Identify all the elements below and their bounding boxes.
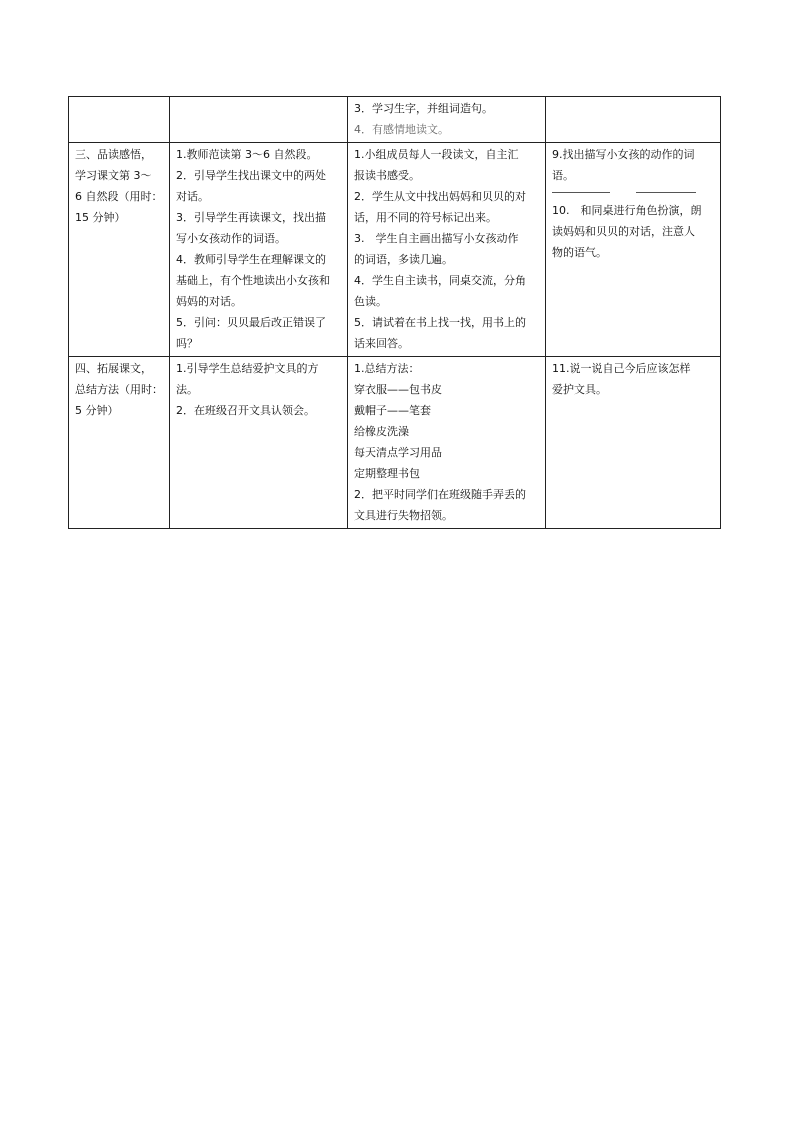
text-line: 15 分钟） [75, 211, 126, 224]
text-line: 5 分钟） [75, 404, 119, 417]
stage-cell [69, 143, 170, 357]
text-line: 9.找出描写小女孩的动作的词 [552, 148, 695, 161]
task-cell [546, 357, 721, 529]
text-line: 吗？ [176, 337, 198, 350]
fill-in-blank-lines [552, 186, 714, 200]
stage-cell [69, 97, 170, 143]
text-line: 1.教师范读第 3～6 自然段。 [176, 148, 318, 161]
text-line: 3. 学生自主画出描写小女孩动作 [354, 232, 519, 245]
text-line: 四、拓展课文， [75, 362, 152, 375]
teacher-activity-cell [170, 143, 348, 357]
text-line: 读妈妈和贝贝的对话，注意人 [552, 225, 695, 238]
task-cell [546, 97, 721, 143]
text-line: 2．引导学生找出课文中的两处 [176, 169, 326, 182]
text-line: 3．学习生字，并组词造句。 [354, 102, 493, 115]
text-line: 三、品读感悟， [75, 148, 152, 161]
text-line: 4．教师引导学生在理解课文的 [176, 253, 326, 266]
text-line: 每天清点学习用品 [354, 446, 442, 459]
text-line: 报读书感受。 [354, 169, 420, 182]
text-line: 学习课文第 3～ [75, 169, 152, 182]
text-line: 6 自然段（用时： [75, 190, 163, 203]
text-line: 定期整理书包 [354, 467, 420, 480]
text-line: 话，用不同的符号标记出来。 [354, 211, 497, 224]
text-line: 戴帽子——笔套 [354, 404, 431, 417]
text-line: 4．学生自主读书，同桌交流，分角 [354, 274, 526, 287]
text-line: 5．引问：贝贝最后改正错误了 [176, 316, 326, 329]
text-line: 10. 和同桌进行角色扮演，朗 [552, 204, 702, 217]
text-line: 1.小组成员每人一段读文，自主汇 [354, 148, 519, 161]
teacher-activity-cell [170, 97, 348, 143]
task-cell [546, 143, 721, 357]
table-row [69, 143, 721, 357]
lesson-plan-table [68, 96, 721, 529]
text-line: 2．在班级召开文具认领会。 [176, 404, 315, 417]
text-line: 对话。 [176, 190, 209, 203]
text-line: 5．请试着在书上找一找，用书上的 [354, 316, 526, 329]
text-line: 色读。 [354, 295, 387, 308]
text-line: 给橡皮洗澡 [354, 425, 409, 438]
table-row [69, 357, 721, 529]
text-line: 法。 [176, 383, 198, 396]
student-activity-cell [348, 97, 546, 143]
text-line: 2．学生从文中找出妈妈和贝贝的对 [354, 190, 526, 203]
text-line: 物的语气。 [552, 246, 607, 259]
text-line: 文具进行失物招领。 [354, 509, 453, 522]
text-line: 1.总结方法： [354, 362, 420, 375]
stage-cell [69, 357, 170, 529]
text-line: 3．引导学生再读课文，找出描 [176, 211, 326, 224]
student-activity-cell [348, 357, 546, 529]
table-row [69, 97, 721, 143]
text-line: 爱护文具。 [552, 383, 607, 396]
text-line: 妈妈的对话。 [176, 295, 242, 308]
text-line: 4．有感情地读文。 [354, 123, 449, 136]
teacher-activity-cell [170, 357, 348, 529]
text-line: 写小女孩动作的词语。 [176, 232, 286, 245]
text-line: 的词语，多读几遍。 [354, 253, 453, 266]
text-line: 语。 [552, 169, 574, 182]
text-line: 11.说一说自己今后应该怎样 [552, 362, 691, 375]
text-line: 2．把平时同学们在班级随手弄丢的 [354, 488, 526, 501]
text-line: 总结方法（用时： [75, 383, 163, 396]
student-activity-cell [348, 143, 546, 357]
blank-line [636, 192, 696, 193]
text-line: 基础上，有个性地读出小女孩和 [176, 274, 330, 287]
text-line: 穿衣服——包书皮 [354, 383, 442, 396]
blank-line [552, 192, 610, 193]
text-line: 1.引导学生总结爱护文具的方 [176, 362, 319, 375]
text-line: 话来回答。 [354, 337, 409, 350]
